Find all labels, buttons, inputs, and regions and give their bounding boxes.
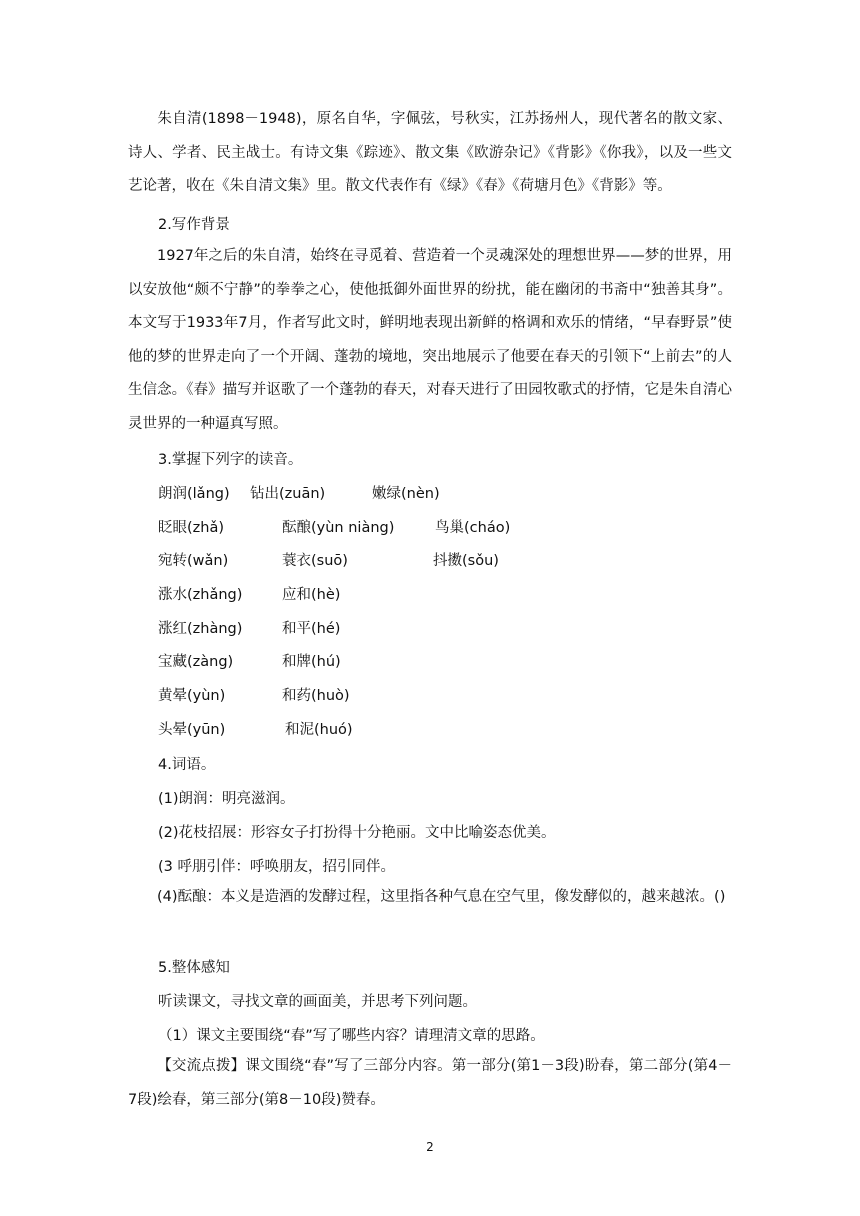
pinyin-item: 嫩绿(nèn) [372,486,440,502]
pinyin-item: 和牌(hú) [282,654,341,670]
author-intro-paragraph: 朱自清(1898－1948)，原名自华，字佩弦，号秋实，江苏扬州人，现代著名的散文家、诗人、学者、民主战士。有诗文集《踪迹》、散文集《欧游杂记》《背影》《你我》，以及一些文艺论著，收在《朱自清文集》里。散文代表作有《绿》《春》《荷塘月色》《背影》等。 [128,111,732,194]
pinyin-item: 头晕(yūn) [158,722,226,738]
perception-intro: 听读课文，寻找文章的画面美，并思考下列问题。 [158,994,477,1010]
pinyin-item: 宛转(wǎn) [158,553,229,569]
vocab-item: (1)朗润：明亮滋润。 [158,791,295,807]
pinyin-item: 蓑衣(suō) [282,553,348,569]
pinyin-item: 涨红(zhàng) [158,621,243,637]
pinyin-item: 和药(huò) [282,688,350,704]
perception-heading: 5.整体感知 [158,960,230,976]
pinyin-item: 钻出(zuān) [250,486,326,502]
pinyin-item: 酝酿(yùn niàng) [282,520,395,536]
question-text: （1）课文主要围绕“春”写了哪些内容？请理清文章的思路。 [158,1028,545,1044]
pinyin-item: 和泥(huó) [285,722,353,738]
background-paragraph: 1927年之后的朱自清，始终在寻觅着、营造着一个灵魂深处的理想世界——梦的世界，用以安放他“颇不宁静”的拳拳之心，使他抵御外面世界的纷扰，能在幽闭的书斋中“独善其身”。本文写于1933年7月，作者写此文时，鲜明地表现出新鲜的格调和欢乐的情绪，“早春野景”使他的梦的世界走向了一个开阔、蓬勃的境地，突出地展示了他要在春天的引领下“上前去”的人生信念。《春》描写并讴歌了一个蓬勃的春天，对春天进行了田园牧歌式的抒情，它是朱自清心灵世界的一种逼真写照。 [128,248,732,432]
pinyin-item: 抖擞(sǒu) [433,553,499,569]
pinyin-item: 和平(hé) [282,621,341,637]
answer-paragraph: 【交流点拨】课文围绕“春”写了三部分内容。第一部分(第1－3段)盼春，第二部分(第4－7段)绘春，第三部分(第8－10段)赞春。 [128,1058,732,1108]
pinyin-item: 黄晕(yùn) [158,688,226,704]
pinyin-item: 眨眼(zhǎ) [158,520,225,536]
pinyin-item: 涨水(zhǎng) [158,587,243,603]
vocab-heading: 4.词语。 [158,757,216,773]
vocab-item: (2)花枝招展：形容女子打扮得十分艳丽。文中比喻姿态优美。 [158,825,556,841]
vocab-item: (3 呼朋引伴：呼唤朋友，招引同伴。 [158,859,395,875]
vocab-item: (4)酝酿：本义是造酒的发酵过程，这里指各种气息在空气里，像发酵似的，越来越浓。() [157,889,726,905]
pronunciation-heading: 3.掌握下列字的读音。 [158,452,303,468]
page-number: 2 [426,1140,434,1154]
pinyin-item: 朗润(lǎng) [158,486,230,502]
pinyin-item: 鸟巢(cháo) [435,520,511,536]
background-heading: 2.写作背景 [158,217,230,233]
pinyin-item: 应和(hè) [282,587,341,603]
pinyin-item: 宝藏(zàng) [158,654,234,670]
